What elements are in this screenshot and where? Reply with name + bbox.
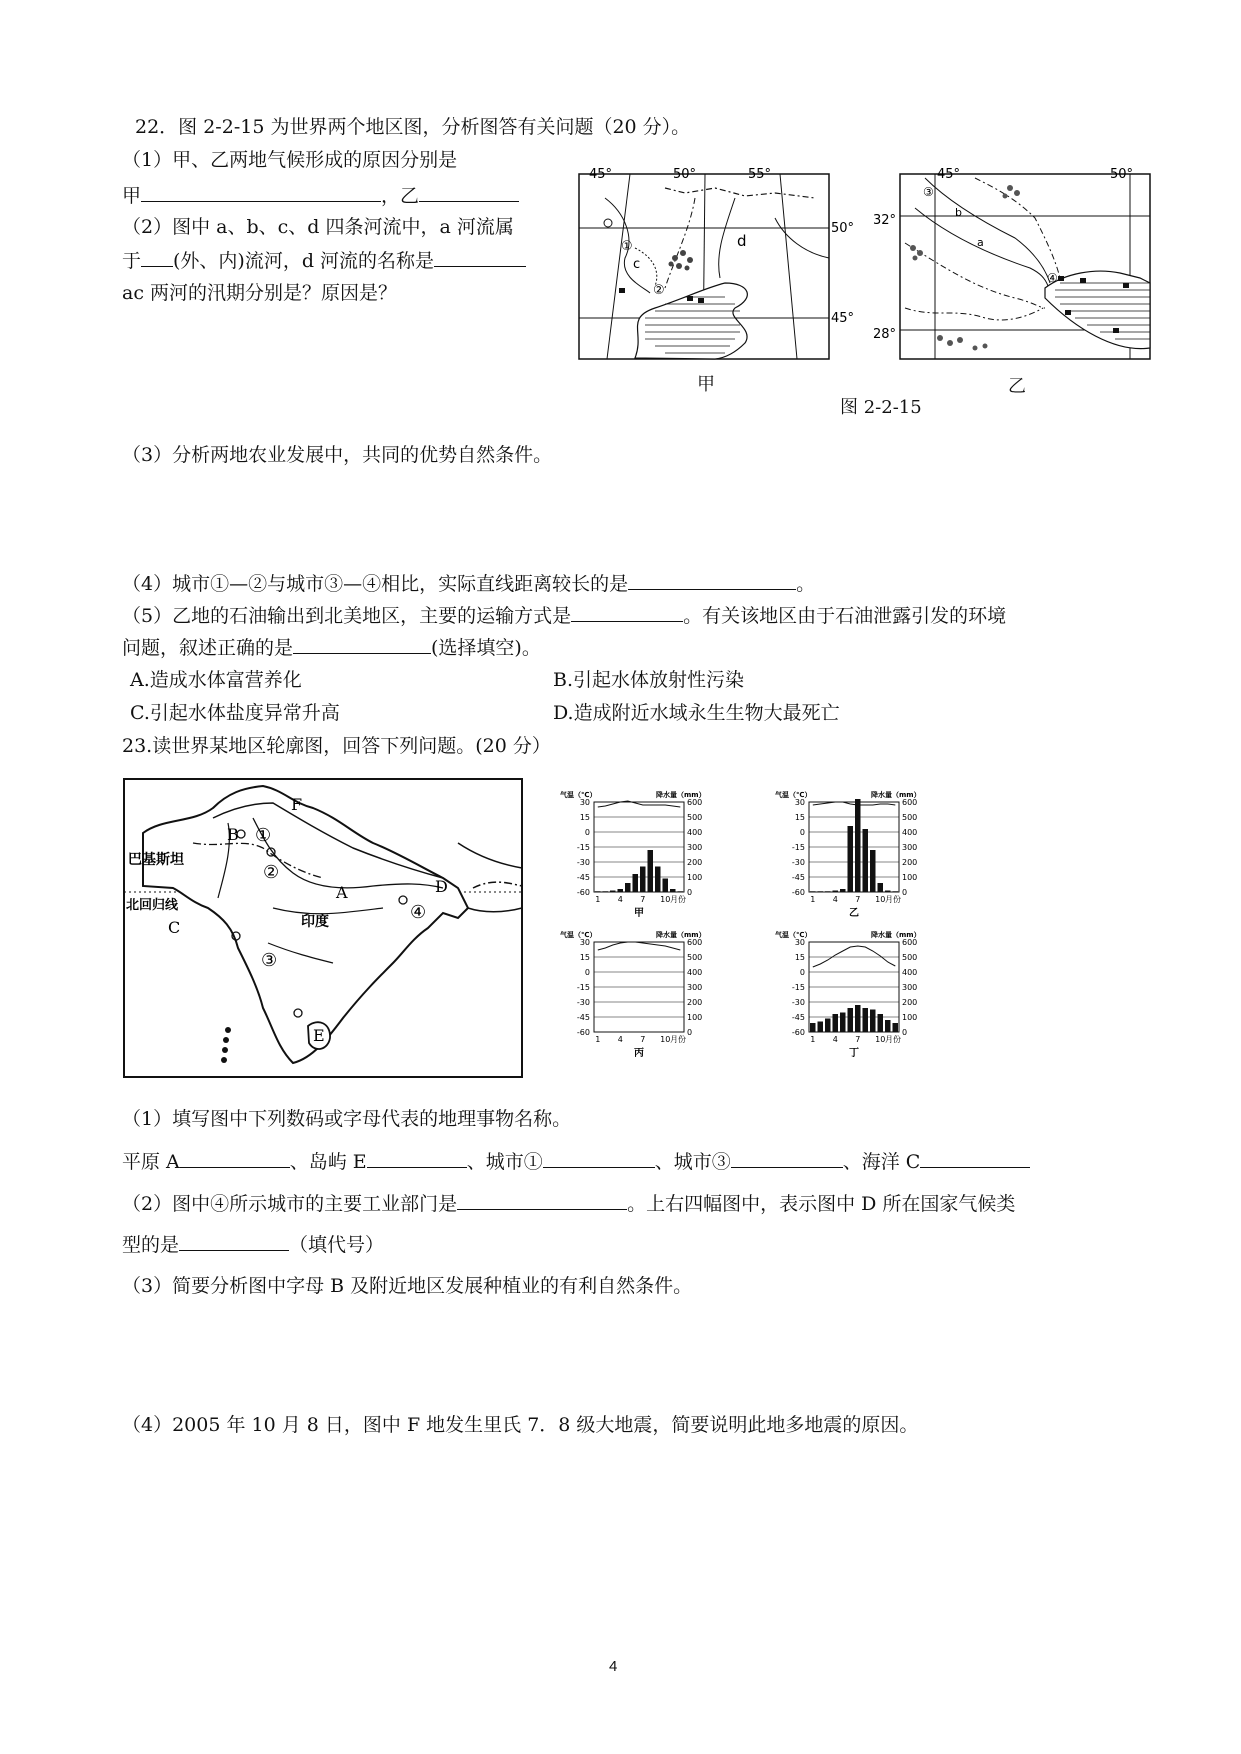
precip-bar <box>818 891 824 892</box>
temp-tick-label: 30 <box>794 938 805 947</box>
map-jia <box>575 158 855 373</box>
map-jia-lat2: 45° <box>831 311 855 326</box>
map-yi-lon2: 50° <box>1110 167 1134 182</box>
temp-tick-label: 15 <box>579 953 590 962</box>
q23-p2a-pre: （2）图中④所示城市的主要工业部门是 <box>122 1193 458 1215</box>
q22-part1-answer-line <box>122 183 519 208</box>
q22-blank-jia[interactable] <box>141 183 381 202</box>
q22-option-c: C.引起水体盐度异常升高 <box>130 702 340 724</box>
precip-tick-label: 500 <box>687 813 703 822</box>
map-jia-caption: 甲 <box>697 374 715 395</box>
map-C: C <box>168 918 181 937</box>
q23-blank-city3[interactable] <box>731 1149 843 1168</box>
precip-bar <box>633 874 639 892</box>
q22-blank-choice[interactable] <box>293 635 431 654</box>
temp-tick-label: -15 <box>791 843 805 852</box>
month-tick-label: 7 <box>855 1035 861 1044</box>
temp-tick-label: 30 <box>579 798 590 807</box>
month-tick-label: 10 <box>660 1035 671 1044</box>
q23-p2b-pre: 型的是 <box>122 1234 180 1256</box>
precip-bar <box>625 883 631 892</box>
temp-axis-label: 气温（℃） <box>560 931 597 939</box>
q23-blank-plain[interactable] <box>180 1149 290 1168</box>
q22-part2c: ac 两河的汛期分别是？原因是？ <box>122 282 398 304</box>
temp-tick-label: -45 <box>576 873 590 882</box>
map-jia-city1: ① <box>621 239 633 254</box>
temp-axis-label: 气温（℃） <box>560 791 597 799</box>
q23-city3-label: 、城市③ <box>654 1151 731 1173</box>
precip-tick-label: 200 <box>902 858 918 867</box>
precip-bar <box>870 1010 876 1033</box>
q22-part4 <box>122 571 815 596</box>
map-tropic: 北回归线 <box>126 898 179 913</box>
temp-tick-label: -15 <box>576 983 590 992</box>
precip-tick-label: 500 <box>902 953 918 962</box>
q23-blank-industry[interactable] <box>457 1191 627 1210</box>
map-yi-river-b: b <box>955 206 962 219</box>
precip-tick-label: 0 <box>902 1028 908 1037</box>
map-jia-lon1: 45° <box>589 167 613 182</box>
q22-jia-label: 甲 <box>122 185 142 207</box>
map-B: B <box>227 825 239 844</box>
month-tick-label: 1 <box>810 1035 816 1044</box>
precip-tick-label: 200 <box>902 998 918 1007</box>
map-jia-river-d: d <box>737 232 747 250</box>
precip-bar <box>863 1008 869 1032</box>
q22-p5a-post: 。有关该地区由于石油泄露引发的环境 <box>683 605 1007 627</box>
precip-tick-label: 0 <box>687 888 693 897</box>
month-tick-label: 1 <box>810 895 816 904</box>
month-tick-label: 1 <box>595 895 601 904</box>
precip-tick-label: 300 <box>687 843 703 852</box>
q23-part1: （1）填写图中下列数码或字母代表的地理事物名称。 <box>122 1108 572 1130</box>
precip-tick-label: 600 <box>902 938 918 947</box>
q22-yi-label: ，乙 <box>381 185 420 207</box>
precip-bar <box>893 1023 899 1032</box>
precip-bar <box>810 891 816 892</box>
q23-part3: （3）简要分析图中字母 B 及附近地区发展种植业的有利自然条件。 <box>122 1275 693 1297</box>
month-tick-label: 1 <box>595 1035 601 1044</box>
q22-p5a-pre: （5）乙地的石油输出到北美地区，主要的运输方式是 <box>122 605 572 627</box>
q23-part2b <box>122 1232 384 1257</box>
q23-p2a-post: 。上右四幅图中，表示图中 D 所在国家气候类 <box>627 1193 1016 1215</box>
temp-tick-label: -45 <box>791 873 805 882</box>
precip-tick-label: 600 <box>902 798 918 807</box>
map-jia-lon3: 55° <box>748 167 772 182</box>
temp-axis-label: 气温（℃） <box>775 791 812 799</box>
q22-p2b-post: (外、内)流河，d 河流的名称是 <box>173 250 435 272</box>
climate-chart-ding <box>773 930 963 1060</box>
temp-tick-label: 0 <box>584 968 590 977</box>
map-pakistan: 巴基斯坦 <box>128 852 184 868</box>
q22-blank-yi[interactable] <box>419 183 519 202</box>
precip-tick-label: 400 <box>902 828 918 837</box>
month-tick-label: 10 <box>875 895 886 904</box>
precip-bar <box>848 1008 854 1032</box>
q22-p2b-pre: 于 <box>122 250 142 272</box>
month-axis-label: 月份 <box>885 1035 901 1044</box>
map-yi-city3: ③ <box>923 185 934 199</box>
precip-bar <box>855 1005 861 1032</box>
precip-bar <box>648 850 654 892</box>
month-tick-label: 4 <box>617 895 623 904</box>
precip-tick-label: 100 <box>902 1013 918 1022</box>
q23-p2b-post: （填代号） <box>289 1234 385 1256</box>
precip-bar <box>840 1013 846 1033</box>
q23-part2a <box>122 1191 1015 1216</box>
precip-tick-label: 300 <box>902 843 918 852</box>
q22-p5b-post: (选择填空)。 <box>431 637 541 659</box>
figure-caption: 图 2-2-15 <box>840 397 922 418</box>
map-city3: ③ <box>261 950 278 971</box>
q22-blank-distance[interactable] <box>628 571 796 590</box>
temp-tick-label: -30 <box>576 858 590 867</box>
precip-bar <box>595 891 601 892</box>
map-india: 印度 <box>301 914 329 930</box>
chart-title: 乙 <box>849 908 859 919</box>
month-tick-label: 4 <box>832 1035 838 1044</box>
precip-tick-label: 500 <box>687 953 703 962</box>
map-yi-city4: ④ <box>1047 271 1058 285</box>
precip-bar <box>663 879 669 893</box>
precip-bar <box>610 891 616 893</box>
map-city4: ④ <box>410 902 427 923</box>
month-tick-label: 10 <box>660 895 671 904</box>
q22-title: 22．图 2-2-15 为世界两个地区图，分析图答有关问题（20 分）。 <box>135 116 691 138</box>
temp-tick-label: -30 <box>576 998 590 1007</box>
temp-tick-label: 30 <box>579 938 590 947</box>
precip-tick-label: 300 <box>687 983 703 992</box>
temp-tick-label: 15 <box>794 813 805 822</box>
climate-chart-yi <box>773 790 963 920</box>
precip-bar <box>603 891 609 892</box>
q23-plain-label: 平原 A <box>122 1151 180 1173</box>
precip-bar <box>833 891 839 893</box>
climate-chart-jia <box>558 790 748 920</box>
q22-p4-text: （4）城市①—②与城市③—④相比，实际直线距离较长的是 <box>122 573 629 595</box>
map-yi-lat2: 28° <box>873 327 897 342</box>
temperature-line <box>598 942 681 950</box>
precip-tick-label: 600 <box>687 938 703 947</box>
q23-blank-climate[interactable] <box>179 1232 289 1251</box>
month-axis-label: 月份 <box>670 1035 686 1044</box>
month-tick-label: 4 <box>617 1035 623 1044</box>
q22-option-a: A.造成水体富营养化 <box>130 669 302 691</box>
temp-tick-label: -15 <box>791 983 805 992</box>
precip-bar <box>878 1014 884 1032</box>
q23-title: 23.读世界某地区轮廓图，回答下列问题。(20 分） <box>122 735 551 757</box>
map-A: A <box>336 883 348 902</box>
map-jia-river-c: c <box>633 257 641 272</box>
temp-tick-label: -60 <box>791 888 805 897</box>
precip-bar <box>818 1022 824 1033</box>
q22-p5b-pre: 问题，叙述正确的是 <box>122 637 294 659</box>
q22-part5b <box>122 635 541 660</box>
precip-tick-label: 400 <box>687 968 703 977</box>
month-tick-label: 10 <box>875 1035 886 1044</box>
precip-tick-label: 400 <box>687 828 703 837</box>
q22-part1: （1）甲、乙两地气候形成的原因分别是 <box>122 149 458 171</box>
precip-tick-label: 0 <box>687 1028 693 1037</box>
precip-bar <box>678 891 684 892</box>
month-axis-label: 月份 <box>670 895 686 904</box>
chart-title: 甲 <box>634 908 644 919</box>
precip-tick-label: 100 <box>687 1013 703 1022</box>
map-south-asia <box>123 778 525 1080</box>
map-yi-lat1: 32° <box>873 213 897 228</box>
precip-tick-label: 200 <box>687 858 703 867</box>
precip-bar <box>855 799 861 892</box>
temp-tick-label: -60 <box>576 1028 590 1037</box>
precip-bar <box>870 850 876 892</box>
map-D: D <box>435 877 448 896</box>
climate-chart-bing <box>558 930 748 1060</box>
temp-axis-label: 气温（℃） <box>775 931 812 939</box>
temp-tick-label: -45 <box>791 1013 805 1022</box>
map-F: F <box>291 795 303 814</box>
map-yi-lon1: 45° <box>937 167 961 182</box>
precip-axis-label: 降水量（mm） <box>871 791 921 799</box>
precip-bar <box>885 1020 891 1032</box>
precip-bar <box>833 1014 839 1032</box>
map-city2: ② <box>263 862 280 883</box>
temp-tick-label: -30 <box>791 858 805 867</box>
precip-bar <box>848 826 854 892</box>
q23-blank-city1[interactable] <box>543 1149 655 1168</box>
q22-part3: （3）分析两地农业发展中，共同的优势自然条件。 <box>122 444 553 466</box>
precip-bar <box>618 889 624 892</box>
q23-island-label: 、岛屿 E <box>289 1151 367 1173</box>
precip-tick-label: 0 <box>902 888 908 897</box>
q23-ocean-label: 、海洋 C <box>842 1151 921 1173</box>
temp-tick-label: -60 <box>791 1028 805 1037</box>
precip-axis-label: 降水量（mm） <box>656 791 706 799</box>
precip-tick-label: 100 <box>902 873 918 882</box>
temp-tick-label: -15 <box>576 843 590 852</box>
temp-tick-label: -60 <box>576 888 590 897</box>
temp-tick-label: -45 <box>576 1013 590 1022</box>
q23-part4: （4）2005 年 10 月 8 日，图中 F 地发生里氏 7．8 级大地震，简要说明此地多地震的原因。 <box>122 1414 919 1436</box>
precip-bar <box>840 889 846 892</box>
temp-tick-label: 0 <box>584 828 590 837</box>
q22-blank-river-d[interactable] <box>434 248 526 267</box>
precip-tick-label: 500 <box>902 813 918 822</box>
precip-bar <box>825 891 831 892</box>
q22-part2a: （2）图中 a、b、c、d 四条河流中，a 河流属 <box>122 216 514 238</box>
precip-tick-label: 200 <box>687 998 703 1007</box>
precip-bar <box>825 1019 831 1033</box>
q22-option-b: B.引起水体放射性污染 <box>553 669 745 691</box>
precip-bar <box>885 891 891 893</box>
page-number: 4 <box>609 1658 618 1675</box>
precip-bar <box>810 1023 816 1032</box>
month-tick-label: 7 <box>640 1035 646 1044</box>
q22-part5a <box>122 603 1006 628</box>
precip-bar <box>893 891 899 892</box>
map-jia-lat1: 50° <box>831 221 855 236</box>
q23-blank-ocean[interactable] <box>920 1149 1030 1168</box>
precip-bar <box>878 883 884 892</box>
q22-part2b <box>122 248 526 273</box>
precip-bar <box>655 867 661 893</box>
month-tick-label: 7 <box>640 895 646 904</box>
map-yi-river-a: a <box>977 236 984 249</box>
q22-blank-river-type[interactable] <box>141 248 173 267</box>
q23-city1-label: 、城市① <box>466 1151 543 1173</box>
temp-tick-label: 0 <box>799 968 805 977</box>
precip-bar <box>640 867 646 893</box>
q23-blank-island[interactable] <box>367 1149 467 1168</box>
chart-title: 丁 <box>849 1048 859 1059</box>
q22-option-d: D.造成附近水域永生生物大最死亡 <box>553 702 840 724</box>
map-jia-lon2: 50° <box>673 167 697 182</box>
map-city1: ① <box>255 825 272 846</box>
temp-tick-label: 15 <box>579 813 590 822</box>
precip-tick-label: 100 <box>687 873 703 882</box>
month-tick-label: 4 <box>832 895 838 904</box>
temp-tick-label: -30 <box>791 998 805 1007</box>
temp-tick-label: 0 <box>799 828 805 837</box>
month-tick-label: 7 <box>855 895 861 904</box>
precip-tick-label: 600 <box>687 798 703 807</box>
precip-tick-label: 400 <box>902 968 918 977</box>
chart-title: 丙 <box>634 1048 644 1059</box>
q23-fill-line <box>122 1149 1030 1174</box>
precip-axis-label: 降水量（mm） <box>656 931 706 939</box>
temp-tick-label: 30 <box>794 798 805 807</box>
map-jia-city2: ② <box>653 283 665 298</box>
q22-p4-end: 。 <box>796 573 816 595</box>
precip-bar <box>670 889 676 892</box>
q22-blank-transport[interactable] <box>571 603 683 622</box>
month-axis-label: 月份 <box>885 895 901 904</box>
precip-tick-label: 300 <box>902 983 918 992</box>
precip-axis-label: 降水量（mm） <box>871 931 921 939</box>
map-yi-caption: 乙 <box>1008 376 1026 397</box>
map-yi <box>865 158 1165 373</box>
precip-bar <box>863 829 869 892</box>
temp-tick-label: 15 <box>794 953 805 962</box>
map-E: E <box>313 1026 325 1045</box>
temperature-line <box>813 946 896 967</box>
